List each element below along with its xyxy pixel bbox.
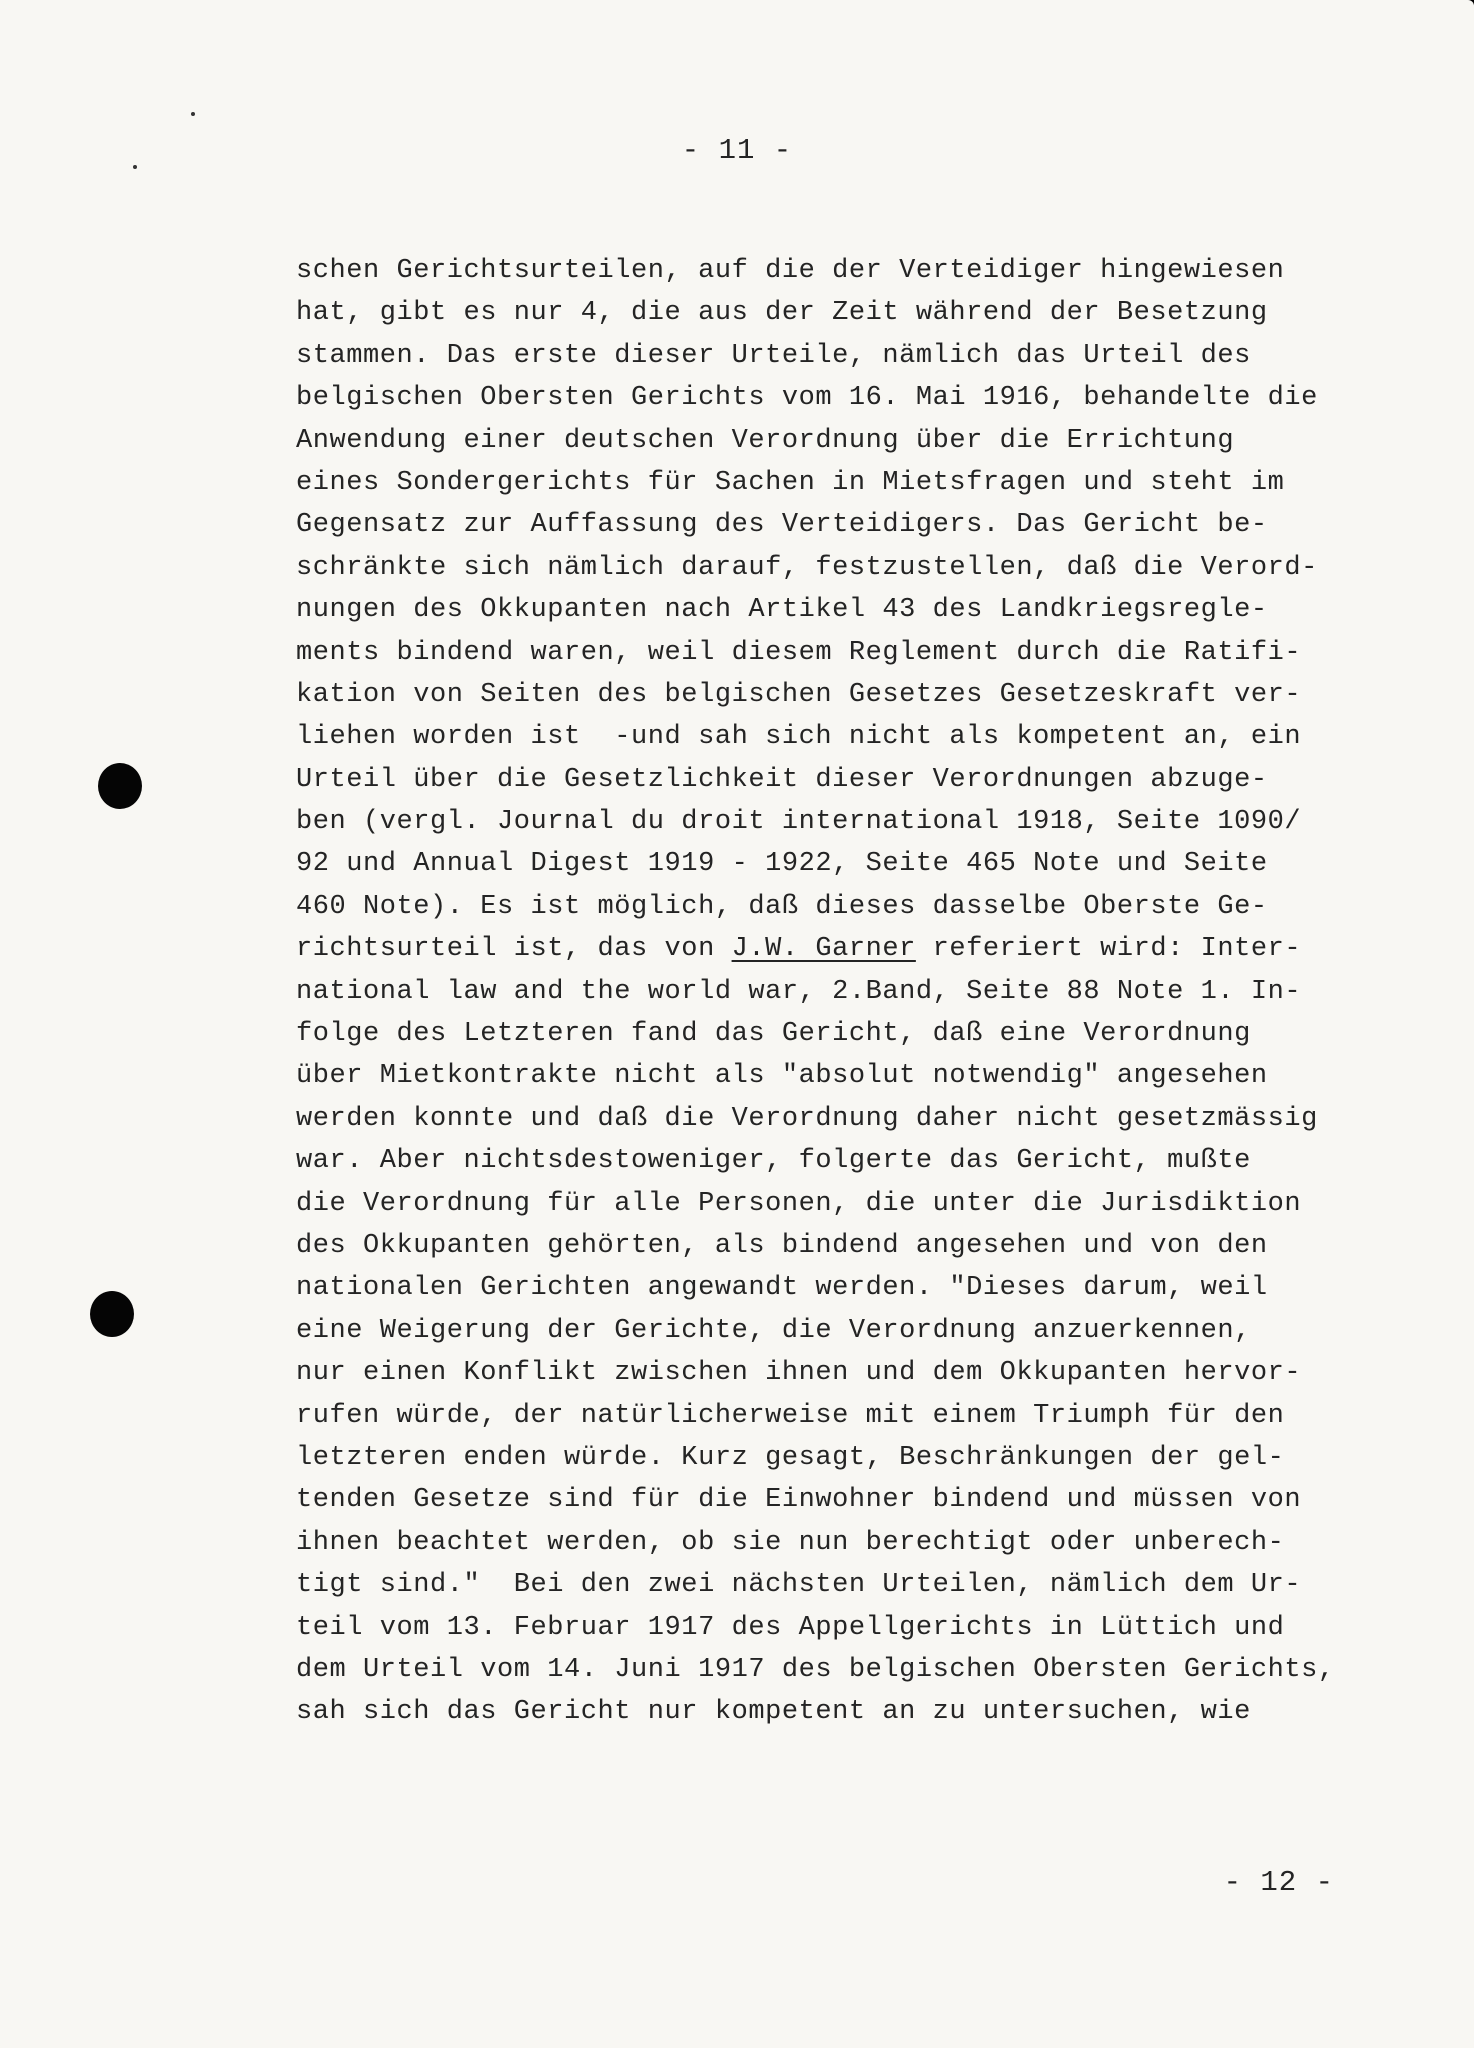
text-line: ments bindend waren, weil diesem Reglement durch die Ratifi- <box>296 637 1302 668</box>
text-line: eine Weigerung der Gerichte, die Verordnung anzuerkennen, <box>296 1315 1251 1346</box>
text-line: eines Sondergerichts für Sachen in Mietsfragen und steht im <box>296 467 1285 498</box>
text-line: war. Aber nichtsdestoweniger, folgerte das Gericht, mußte <box>296 1146 1251 1177</box>
text-line-garner-reference <box>296 928 1366 970</box>
text-line: Urteil über die Gesetzlichkeit dieser Verordnungen abzuge- <box>296 764 1268 795</box>
ink-speck <box>191 112 195 116</box>
text-line: des Okkupanten gehörten, als bindend angesehen und von den <box>296 1230 1268 1261</box>
text-line: dem Urteil vom 14. Juni 1917 des belgischen Obersten Gerichts, <box>296 1654 1335 1685</box>
text-line: schränkte sich nämlich darauf, festzustellen, daß die Verord- <box>296 552 1318 583</box>
text-line: rufen würde, der natürlicherweise mit einem Triumph für den <box>296 1400 1285 1431</box>
text-line: teil vom 13. Februar 1917 des Appellgerichts in Lüttich und <box>296 1612 1285 1643</box>
punch-hole <box>90 1291 134 1337</box>
text-line: schen Gerichtsurteilen, auf die der Verteidiger hingewiesen <box>296 256 1285 286</box>
text-line: tenden Gesetze sind für die Einwohner bindend und müssen von <box>296 1485 1302 1516</box>
text-line: folge des Letzteren fand das Gericht, daß eine Verordnung <box>296 1019 1251 1050</box>
text-line: nationalen Gerichten angewandt werden. "Dieses darum, weil <box>296 1273 1268 1304</box>
text-line: national law and the world war, 2.Band, Seite 88 Note 1. In- <box>296 976 1302 1007</box>
text-line: hat, gibt es nur 4, die aus der Zeit während der Besetzung <box>296 298 1268 329</box>
text-line: 460 Note). Es ist möglich, daß dieses dasselbe Oberste Ge- <box>296 891 1268 922</box>
punch-hole <box>98 763 142 809</box>
text-line: letzteren enden würde. Kurz gesagt, Beschränkungen der gel- <box>296 1442 1285 1473</box>
text-line: kation von Seiten des belgischen Gesetzes Gesetzeskraft ver- <box>296 679 1302 710</box>
text-line: sah sich das Gericht nur kompetent an zu untersuchen, wie <box>296 1697 1251 1728</box>
text-line: Anwendung einer deutschen Verordnung über die Errichtung <box>296 425 1235 456</box>
text-line: 92 und Annual Digest 1919 - 1922, Seite 465 Note und Seite <box>296 849 1268 880</box>
body-text <box>296 250 1366 1734</box>
text-line: ihnen beachtet werden, ob sie nun berechtigt oder unberech- <box>296 1527 1285 1558</box>
text-line: nungen des Okkupanten nach Artikel 43 des Landkriegsregle- <box>296 595 1268 626</box>
text-segment: referiert wird: Inter- <box>915 934 1302 965</box>
text-line: die Verordnung für alle Personen, die unter die Jurisdiktion <box>296 1188 1302 1219</box>
page-number: - 11 - <box>681 134 793 167</box>
text-line: werden konnte und daß die Verordnung daher nicht gesetzmässig <box>296 1103 1318 1134</box>
text-segment: richtsurteil ist, das von <box>296 934 732 965</box>
next-page-marker: - 12 - <box>1223 1866 1334 1899</box>
text-line: belgischen Obersten Gerichts vom 16. Mai 1916, behandelte die <box>296 383 1318 414</box>
text-line: liehen worden ist -und sah sich nicht als kompetent an, ein <box>296 722 1302 753</box>
text-line: nur einen Konflikt zwischen ihnen und dem Okkupanten hervor- <box>296 1358 1302 1389</box>
text-line: Gegensatz zur Auffassung des Verteidigers. Das Gericht be- <box>296 510 1268 541</box>
text-line: stammen. Das erste dieser Urteile, nämlich das Urteil des <box>296 340 1251 371</box>
text-line: tigt sind." Bei den zwei nächsten Urteilen, nämlich dem Ur- <box>296 1570 1302 1601</box>
text-line: ben (vergl. Journal du droit international 1918, Seite 1090/ <box>296 807 1302 838</box>
text-line: über Mietkontrakte nicht als "absolut notwendig" angesehen <box>296 1061 1268 1092</box>
underlined-author-name: J.W. Garner <box>731 934 916 965</box>
